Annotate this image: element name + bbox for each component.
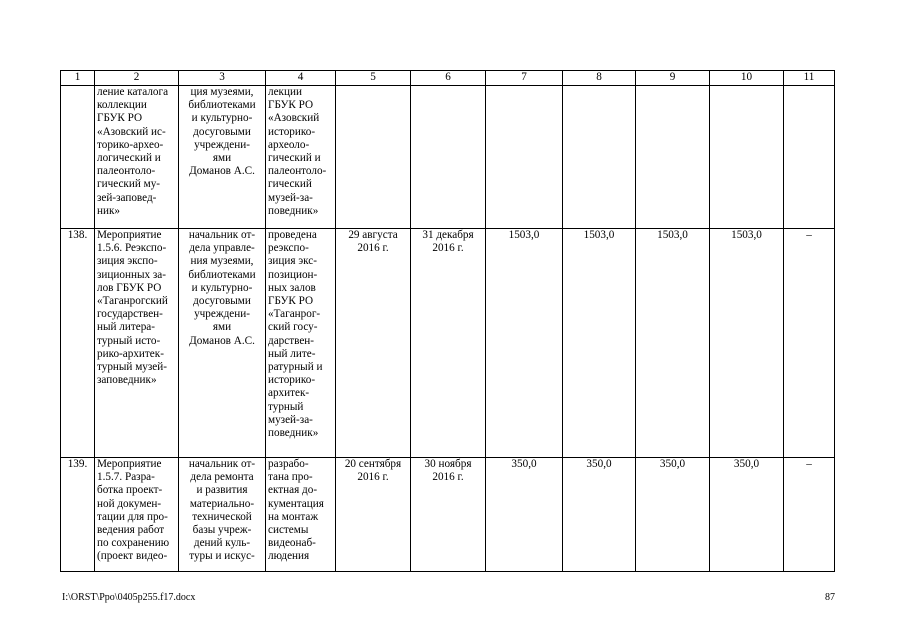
end-date-cell [411,86,486,229]
amount-cell-8 [563,86,636,229]
amount-cell-10 [710,86,784,229]
amount-cell-9 [636,86,710,229]
column-header: 1 [61,71,95,86]
row-number-cell [61,86,95,229]
column-header: 9 [636,71,710,86]
result-cell: проведена реэкспо- зиция экс- позицион- ных залов ГБУК РО «Таганрог- ский госу- дарствен- ный лите- ратурный и историко- архитек- турный музей-за- поведник» [266,229,336,458]
amount-cell-8: 1503,0 [563,229,636,458]
event-cell: ление каталога коллекции ГБУК РО «Азовский ис- торико-археo- логический и палеонтоло- гический му- зей-заповед- ник» [95,86,179,229]
amount-cell-10: 350,0 [710,458,784,572]
start-date-cell [336,86,411,229]
column-header: 5 [336,71,411,86]
table-row [61,229,835,458]
event-cell: Мероприятие 1.5.7. Разра- ботка проект- ной докумен- тации для про- ведения работ по сохранению (проект видео- [95,458,179,572]
amount-cell-10: 1503,0 [710,229,784,458]
amount-cell-9: 350,0 [636,458,710,572]
column-header: 6 [411,71,486,86]
amount-cell-7: 1503,0 [486,229,563,458]
amount-cell-7: 350,0 [486,458,563,572]
column-header: 8 [563,71,636,86]
row-number-cell: 139. [61,458,95,572]
note-cell-11: – [784,458,835,572]
measures-table [60,70,835,572]
column-header: 10 [710,71,784,86]
table-row [61,458,835,572]
responsible-cell: ция музеями, библиотеками и культурно- досуговыми учреждени- ями Доманов А.С. [179,86,266,229]
table-row [61,86,835,229]
note-cell-11: – [784,229,835,458]
column-header: 2 [95,71,179,86]
result-cell: лекции ГБУК РО «Азовский историко- археоло- гический и палеонтоло- гический музей-за- поведник» [266,86,336,229]
column-header: 11 [784,71,835,86]
responsible-cell: начальник от- дела ремонта и развития материально- технической базы учреж- дений куль- туры и искус- [179,458,266,572]
start-date-cell: 29 августа 2016 г. [336,229,411,458]
result-cell: разрабо- тана про- ектная до- кументация на монтаж системы видеонаб- людения [266,458,336,572]
end-date-cell: 30 ноября 2016 г. [411,458,486,572]
footer-file-path: I:\ORST\Ppo\0405p255.f17.docx [62,592,196,603]
row-number-cell: 138. [61,229,95,458]
responsible-cell: начальник от- дела управле- ния музеями, библиотеками и культурно- досуговыми учреждени- ями Доманов А.С. [179,229,266,458]
event-cell: Мероприятие 1.5.6. Реэкспо- зиция экспо- зиционных за- лов ГБУК РО «Таганрогский государствен- ный литера- турный исто- рико-архитек- турный музей- заповедник» [95,229,179,458]
column-number-row [61,71,835,86]
amount-cell-9: 1503,0 [636,229,710,458]
column-header: 7 [486,71,563,86]
end-date-cell: 31 декабря 2016 г. [411,229,486,458]
note-cell-11 [784,86,835,229]
column-header: 4 [266,71,336,86]
amount-cell-7 [486,86,563,229]
amount-cell-8: 350,0 [563,458,636,572]
page-number: 87 [825,592,835,603]
column-header: 3 [179,71,266,86]
start-date-cell: 20 сентября 2016 г. [336,458,411,572]
